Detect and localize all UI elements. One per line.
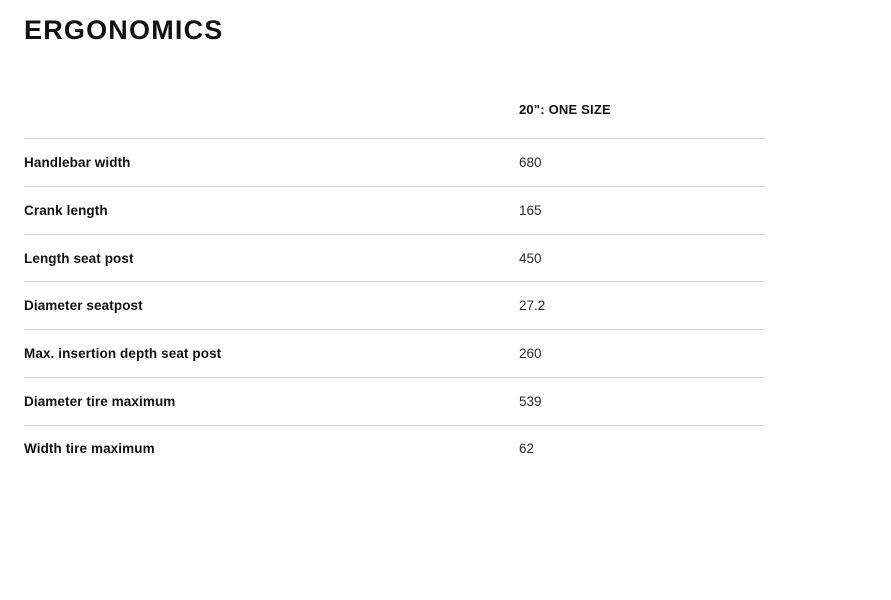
row-value: 539 xyxy=(519,377,765,425)
table-row xyxy=(24,377,765,425)
row-label: Crank length xyxy=(24,187,519,235)
table-row xyxy=(24,139,765,187)
column-header-label xyxy=(24,90,519,139)
table-header-row xyxy=(24,90,765,139)
row-label: Diameter seatpost xyxy=(24,282,519,330)
table-row xyxy=(24,234,765,282)
row-label: Length seat post xyxy=(24,234,519,282)
row-label: Max. insertion depth seat post xyxy=(24,330,519,378)
row-value: 260 xyxy=(519,330,765,378)
table-row xyxy=(24,187,765,235)
page-title: ERGONOMICS xyxy=(24,15,224,45)
row-label: Diameter tire maximum xyxy=(24,377,519,425)
row-value: 62 xyxy=(519,441,535,457)
table-row xyxy=(24,282,765,330)
row-label: Handlebar width xyxy=(24,139,519,187)
ergonomics-spec-table xyxy=(24,90,765,472)
table-body xyxy=(24,139,765,472)
row-value: 27.2 xyxy=(519,282,765,330)
row-value: 450 xyxy=(519,234,765,282)
table-row xyxy=(24,425,765,472)
table-row xyxy=(24,330,765,378)
table-header xyxy=(24,90,765,139)
column-header-size: 20": ONE SIZE xyxy=(519,90,765,139)
row-value: 165 xyxy=(519,187,765,235)
row-value: 680 xyxy=(519,139,765,187)
row-label: Width tire maximum xyxy=(24,441,155,457)
